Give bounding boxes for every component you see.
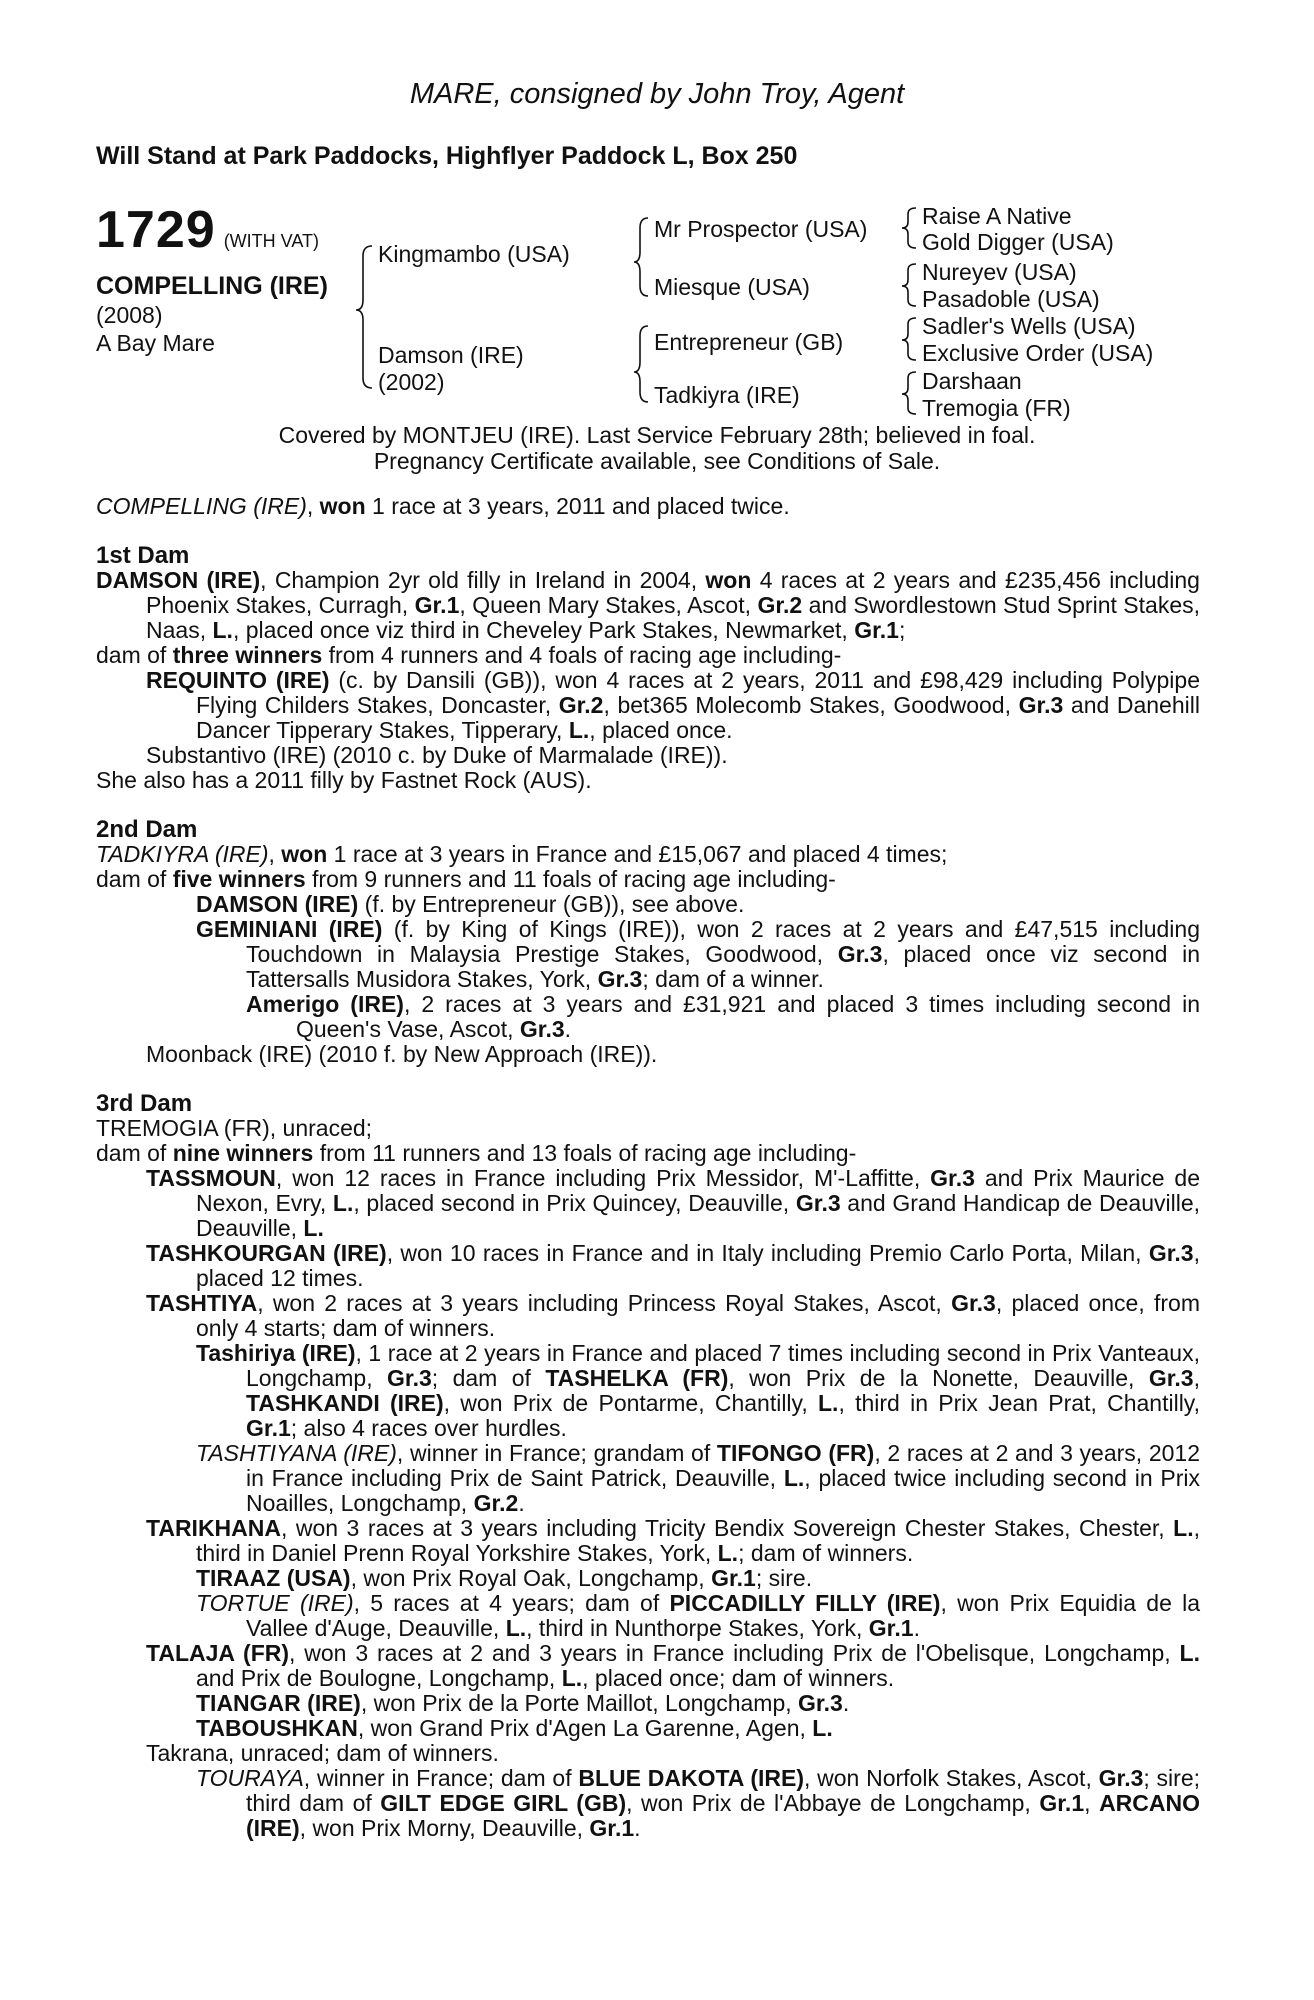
produce-record xyxy=(96,494,1200,1841)
pedigree-dam-year: (2002) xyxy=(378,369,445,395)
pedigree-gen4-2: Gold Digger (USA) xyxy=(922,229,1114,255)
pedigree-sire-sire: Mr Prospector (USA) xyxy=(654,216,868,242)
pedigree-gen4-5: Sadler's Wells (USA) xyxy=(922,313,1136,339)
third-dam-produce: dam of nine winners from 11 runners and 13 foals of racing age including- xyxy=(96,1140,857,1166)
covered-line: Covered by MONTJEU (IRE). Last Service February 28th; believed in foal. xyxy=(278,422,1036,448)
pedigree-gen4-8: Tremogia (FR) xyxy=(922,395,1071,421)
third-dam-grandfoal-tashtiyana: TASHTIYANA (IRE), winner in France; grandam of TIFONGO (FR), 2 races at 2 and 3 years, 2012 in France including Prix de Saint Patrick, Deauville, L., placed twice including second in Prix Noailles, Longchamp, Gr.2. xyxy=(196,1440,1201,1516)
pedigree-gen4-1: Raise A Native xyxy=(922,203,1072,229)
first-dam-foal-substantivo: Substantivo (IRE) (2010 c. by Duke of Marmalade (IRE)). xyxy=(146,742,728,768)
pedigree-gen4-7: Darshaan xyxy=(922,368,1022,394)
third-dam-foal-tassmoun: TASSMOUN, won 12 races in France including Prix Messidor, M'-Laffitte, Gr.3 and Prix Maurice de Nexon, Evry, L., placed second in Prix Quincey, Deauville, Gr.3 and Grand Handicap de Deauville, Deauville, L. xyxy=(146,1165,1200,1241)
stand-location: Will Stand at Park Paddocks, Highflyer Paddock L, Box 250 xyxy=(96,142,798,170)
third-dam-heading: 3rd Dam xyxy=(96,1090,193,1117)
pedigree-dam-sire: Entrepreneur (GB) xyxy=(654,329,844,355)
pregnancy-line: Pregnancy Certificate available, see Conditions of Sale. xyxy=(373,448,941,474)
third-dam-entry: TREMOGIA (FR), unraced; xyxy=(96,1115,373,1141)
brace-gen2-sire xyxy=(634,218,648,296)
first-dam-foal-requinto: REQUINTO (IRE) (c. by Dansili (GB)), won 4 races at 2 years, 2011 and £98,429 including Polypipe Flying Childers Stakes, Doncaster, Gr.2, bet365 Molecomb Stakes, Goodwood, Gr.3 and Danehill Dancer Tipperary Stakes, Tipperary, L., placed once. xyxy=(146,667,1200,743)
third-dam-grandfoal-taboushkan: TABOUSHKAN, won Grand Prix d'Agen La Garenne, Agen, L. xyxy=(196,1715,833,1741)
second-dam-heading: 2nd Dam xyxy=(96,816,198,843)
race-record: COMPELLING (IRE), won 1 race at 3 years, 2011 and placed twice. xyxy=(96,493,790,519)
consignor-heading: MARE, consigned by John Troy, Agent xyxy=(409,78,905,110)
pedigree-dam-dam: Tadkiyra (IRE) xyxy=(654,382,800,408)
second-dam-produce: dam of five winners from 9 runners and 11 foals of racing age including- xyxy=(96,866,836,892)
brace-gen3-2 xyxy=(902,264,916,306)
second-dam-foal-geminiani: GEMINIANI (IRE) (f. by King of Kings (IRE)), won 2 races at 2 years and £47,515 including Touchdown in Malaysia Prestige Stakes, Goodwood, Gr.3, placed once viz second in Tattersalls Musidora Stakes, York, Gr.3; dam of a winner. xyxy=(196,916,1200,992)
pedigree-gen4-3: Nureyev (USA) xyxy=(922,259,1077,285)
third-dam-foal-tashtiya: TASHTIYA, won 2 races at 3 years including Princess Royal Stakes, Ascot, Gr.3, placed once, from only 4 starts; dam of winners. xyxy=(146,1290,1200,1341)
brace-gen3-3 xyxy=(902,318,916,360)
second-dam-foal-moonback: Moonback (IRE) (2010 f. by New Approach (IRE)). xyxy=(146,1041,658,1067)
third-dam-foal-tashkourgan: TASHKOURGAN (IRE), won 10 races in France and in Italy including Premio Carlo Porta, Milan, Gr.3, placed 12 times. xyxy=(146,1240,1200,1291)
horse-name: COMPELLING (IRE) xyxy=(96,272,328,300)
third-dam-grandfoal-tortue: TORTUE (IRE), 5 races at 4 years; dam of PICCADILLY FILLY (IRE), won Prix Equidia de la Vallee d'Auge, Deauville, L., third in Nunthorpe Stakes, York, Gr.1. xyxy=(196,1590,1201,1641)
horse-year: (2008) xyxy=(96,302,163,328)
brace-gen3-1 xyxy=(902,208,916,248)
third-dam-grandfoal-tiangar: TIANGAR (IRE), won Prix de la Porte Maillot, Longchamp, Gr.3. xyxy=(196,1690,850,1716)
third-dam-foal-talaja: TALAJA (FR), won 3 races at 2 and 3 years in France including Prix de l'Obelisque, Longchamp, L. and Prix de Boulogne, Longchamp, L., placed once; dam of winners. xyxy=(146,1640,1200,1691)
pedigree-sire-dam: Miesque (USA) xyxy=(654,274,810,300)
pedigree-sire: Kingmambo (USA) xyxy=(378,241,570,267)
third-dam-grandfoal-tiraaz: TIRAAZ (USA), won Prix Royal Oak, Longchamp, Gr.1; sire. xyxy=(196,1565,813,1591)
third-dam-grandfoal-touraya: TOURAYA, winner in France; dam of BLUE DAKOTA (IRE), won Norfolk Stakes, Ascot, Gr.3; sire; third dam of GILT EDGE GIRL (GB), won Prix de l'Abbaye de Longchamp, Gr.1, ARCANO (IRE), won Prix Morny, Deauville, Gr.1. xyxy=(196,1765,1201,1841)
pedigree-dam: Damson (IRE) xyxy=(378,342,524,368)
pedigree-gen4-4: Pasadoble (USA) xyxy=(922,286,1100,312)
pedigree-gen4-6: Exclusive Order (USA) xyxy=(922,340,1154,366)
second-dam-entry: TADKIYRA (IRE), won 1 race at 3 years in France and £15,067 and placed 4 times; xyxy=(96,841,948,867)
second-dam-foal-damson: DAMSON (IRE) (f. by Entrepreneur (GB)), see above. xyxy=(196,891,745,917)
first-dam-entry: DAMSON (IRE), Champion 2yr old filly in Ireland in 2004, won 4 races at 2 years and £235,456 including Phoenix Stakes, Curragh, Gr.1, Queen Mary Stakes, Ascot, Gr.2 and Swordlestown Stud Sprint Stakes, Naas, L., placed once viz third in Cheveley Park Stakes, Newmarket, Gr.1; xyxy=(96,567,1201,643)
first-dam-note: She also has a 2011 filly by Fastnet Rock (AUS). xyxy=(96,767,592,793)
second-dam-grandfoal-amerigo: Amerigo (IRE), 2 races at 3 years and £31,921 and placed 3 times including second in Queen's Vase, Ascot, Gr.3. xyxy=(246,991,1200,1042)
lot-number: 1729 xyxy=(96,201,216,259)
third-dam-foal-tarikhana: TARIKHANA, won 3 races at 3 years including Tricity Bendix Sovereign Chester Stakes, Chester, L., third in Daniel Prenn Royal Yorkshire Stakes, York, L.; dam of winners. xyxy=(146,1515,1200,1566)
vat-note: (WITH VAT) xyxy=(223,231,319,251)
brace-gen2-dam xyxy=(634,326,648,402)
third-dam-grandfoal-tashiriya: Tashiriya (IRE), 1 race at 2 years in France and placed 7 times including second in Prix Vanteaux, Longchamp, Gr.3; dam of TASHELKA (FR), won Prix de la Nonette, Deauville, Gr.3, TASHKANDI (IRE), won Prix de Pontarme, Chantilly, L., third in Prix Jean Prat, Chantilly, Gr.1; also 4 races over hurdles. xyxy=(196,1340,1200,1441)
first-dam-heading: 1st Dam xyxy=(96,542,190,569)
brace-gen3-4 xyxy=(902,372,916,414)
brace-gen1 xyxy=(356,246,372,388)
horse-description: A Bay Mare xyxy=(96,330,215,356)
first-dam-produce: dam of three winners from 4 runners and 4 foals of racing age including- xyxy=(96,642,842,668)
third-dam-foal-takrana: Takrana, unraced; dam of winners. xyxy=(146,1740,499,1766)
